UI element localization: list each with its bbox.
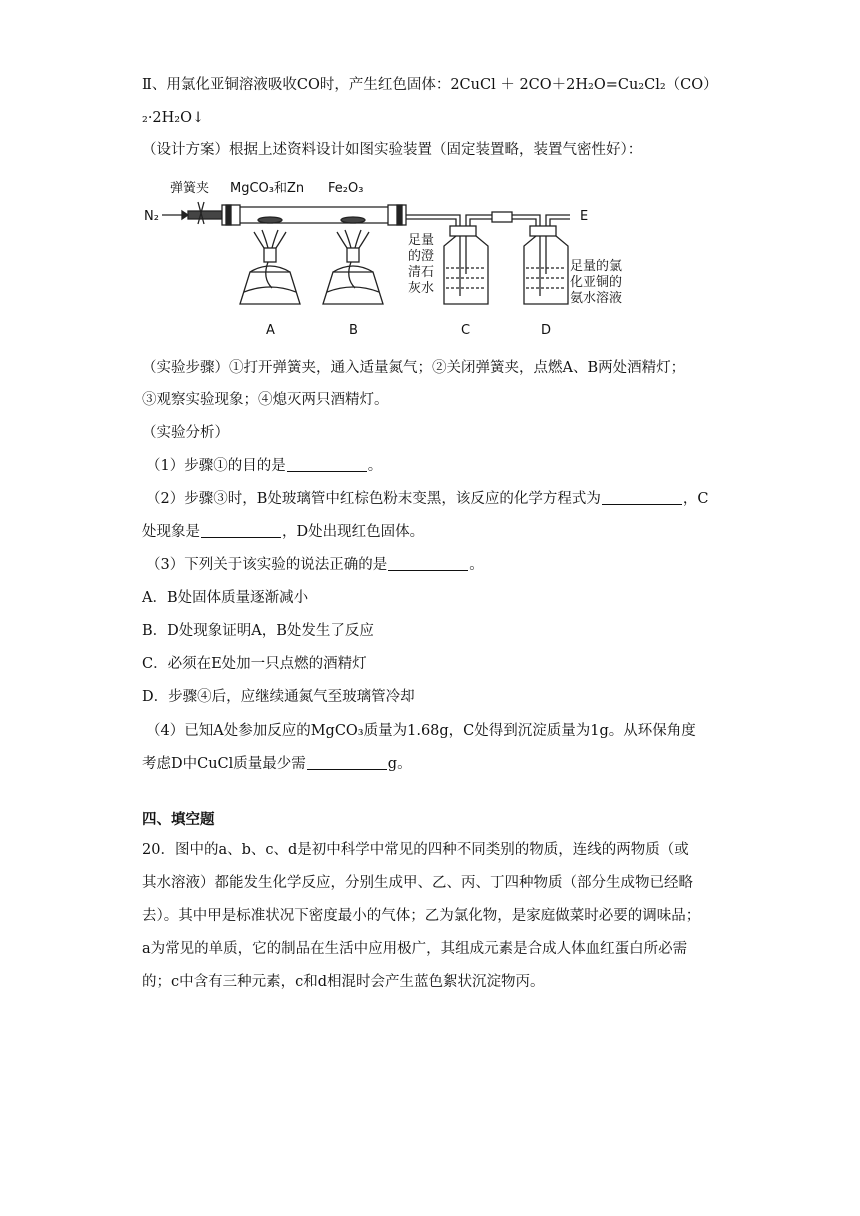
text-line: （实验分析） (142, 425, 229, 441)
option-b: B．D处现象证明A，B处发生了反应 (142, 623, 374, 639)
reagent-b-pile (341, 217, 365, 223)
reagent-b-label: Fe₂O₃ (328, 181, 364, 196)
limewater-label: 足量 (408, 233, 435, 248)
problem-20-text: a为常见的单质，它的制品在生活中应用极广，其组成元素是合成人体血红蛋白所必需 (142, 941, 688, 957)
answer-blank[interactable] (307, 754, 387, 770)
bottle-c (444, 226, 488, 304)
text-line: （设计方案）根据上述资料设计如图实验装置（固定装置略，装置气密性好）： (142, 142, 643, 158)
gas-in-label: N₂ (144, 209, 159, 224)
answer-blank[interactable] (388, 555, 468, 571)
answer-blank[interactable] (287, 456, 367, 472)
question-4-cont: 考虑D中CuCl质量最少需 g。 (142, 756, 412, 772)
reagent-a-pile (258, 217, 282, 223)
text-line: ③观察实验现象；④熄灭两只酒精灯。 (142, 392, 389, 408)
cucl-label: 氨水溶液 (570, 291, 623, 306)
option-a: A．B处固体质量逐渐减小 (142, 590, 309, 606)
text-line: （实验步骤）①打开弹簧夹，通入适量氮气；②关闭弹簧夹，点燃A、B两处酒精灯； (142, 360, 686, 376)
label-c: C (461, 323, 471, 338)
alcohol-lamp-b (323, 230, 383, 304)
problem-20-text: 20．图中的a、b、c、d是初中科学中常见的四种不同类别的物质，连线的两物质（或 (142, 842, 689, 858)
tube-to-c (406, 215, 460, 226)
question-1: （1）步骤①的目的是 。 (146, 458, 383, 474)
answer-blank[interactable] (201, 522, 281, 538)
limewater-label: 灰水 (408, 281, 435, 296)
alcohol-lamp-a (240, 230, 300, 304)
limewater-label: 的澄 (408, 249, 435, 264)
question-4: （4）已知A处参加反应的MgCO₃质量为1.68g，C处得到沉淀质量为1g。从环保角度 (146, 723, 696, 739)
label-d: D (541, 323, 552, 338)
section-heading: 四、填空题 (142, 811, 215, 828)
rubber-tube (188, 211, 222, 219)
cucl-label: 化亚铜的 (570, 275, 623, 290)
arrow-head (182, 211, 188, 219)
answer-blank[interactable] (602, 489, 682, 505)
spring-clip-label: 弹簧夹 (170, 181, 210, 196)
limewater-label: 清石 (408, 265, 435, 280)
problem-20-text: 的；c中含有三种元素，c和d相混时会产生蓝色絮状沉淀物丙。 (142, 974, 545, 990)
outlet-e-label: E (580, 209, 589, 224)
question-2-cont: 处现象是 ，D处出现红色固体。 (142, 524, 425, 540)
text-line: Ⅱ、用氯化亚铜溶液吸收CO时，产生红色固体：2CuCl ＋ 2CO＋2H₂O=Cu₂Cl₂（CO） (142, 77, 718, 93)
text-line: ₂·2H₂O↓ (142, 110, 205, 126)
reagent-a-label: MgCO₃和Zn (230, 181, 305, 196)
question-2: （2）步骤③时，B处玻璃管中红棕色粉末变黑，该反应的化学方程式为 ，C (146, 491, 709, 507)
apparatus-diagram (140, 174, 640, 342)
option-d: D．步骤④后，应继续通氮气至玻璃管冷却 (142, 689, 415, 705)
label-a: A (266, 323, 275, 338)
problem-20-text: 去）。其中甲是标准状况下密度最小的气体；乙为氯化物，是家庭做菜时必要的调味品； (142, 908, 701, 924)
bottle-d (524, 226, 568, 304)
label-b: B (349, 323, 358, 338)
question-3: （3）下列关于该实验的说法正确的是 。 (146, 557, 484, 573)
option-c: C．必须在E处加一只点燃的酒精灯 (142, 656, 367, 672)
problem-20-text: 其水溶液）都能发生化学反应，分别生成甲、乙、丙、丁四种物质（部分生成物已经略 (142, 875, 693, 891)
cucl-label: 足量的氯 (570, 259, 623, 274)
